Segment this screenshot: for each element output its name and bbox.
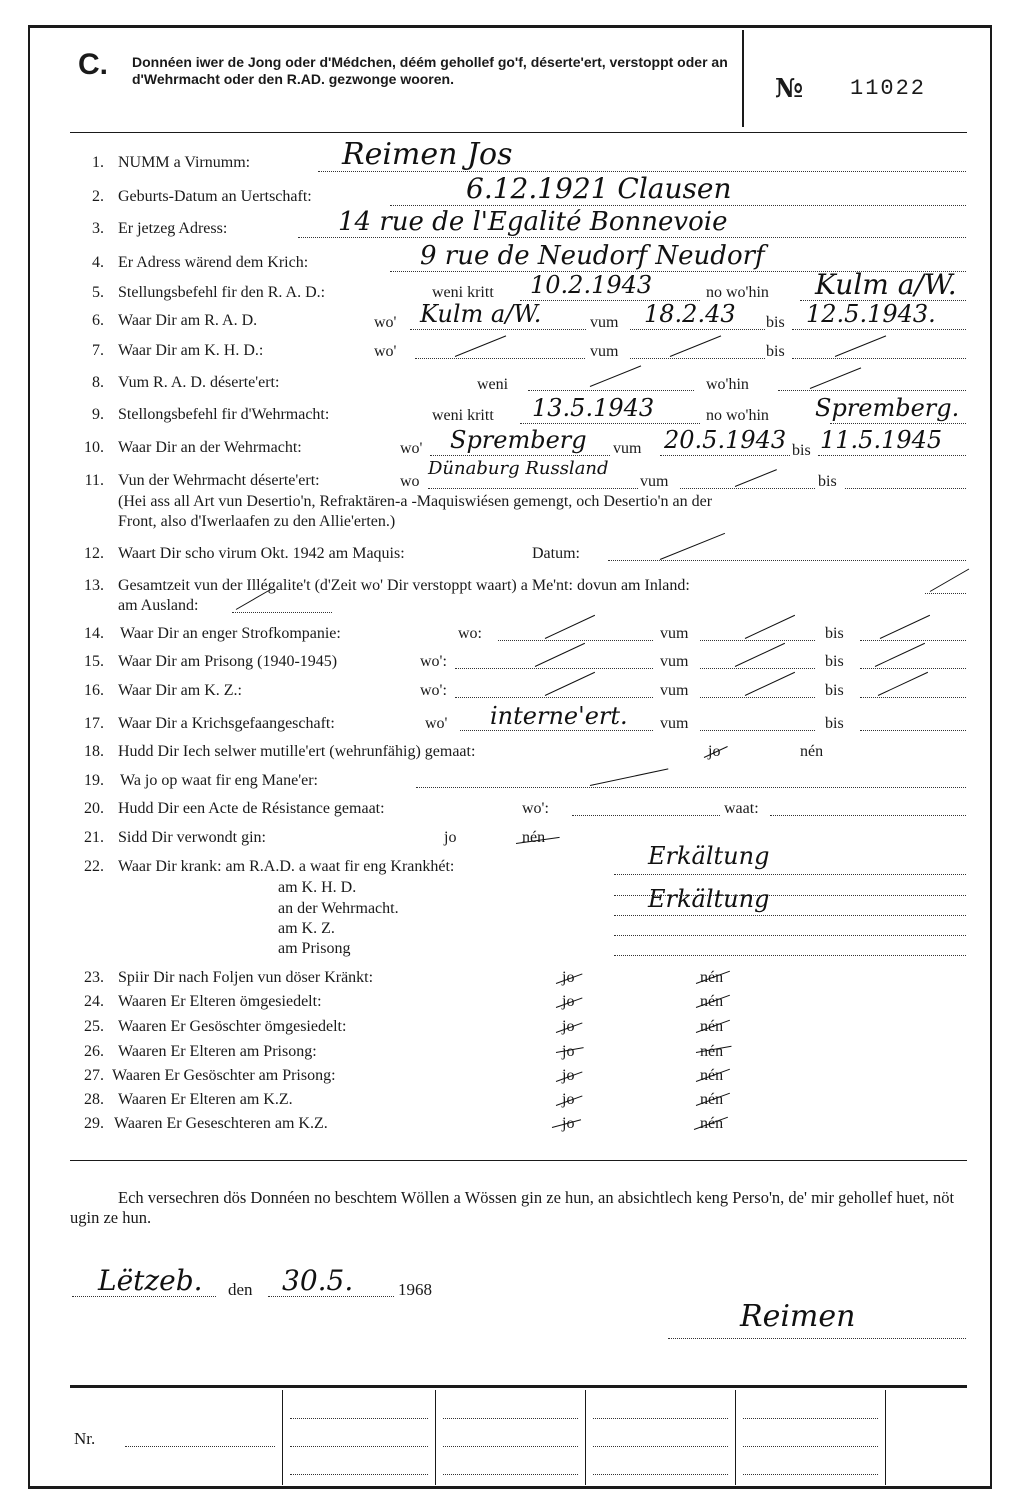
row-number: 22. (84, 858, 104, 875)
option-nen: nén (700, 969, 724, 986)
handwritten-value: Dünaburg Russland (428, 458, 609, 479)
field-label: weni kritt (432, 284, 494, 301)
declaration-text: Ech versechren dös Donnéen no beschtem Wöllen a Wössen gin ze hun, an absichtlech keng Perso'n, de' mir gehollef huet, nöt ugin ze hun. (70, 1188, 955, 1227)
row-note: (Hei ass all Art vun Desertio'n, Refraktären-a -Maquiswiésen gemengt, och Desertio'n an der (118, 493, 713, 510)
year-label: 1968 (398, 1280, 432, 1299)
field-label: bis (766, 314, 785, 331)
footer-column-divider (585, 1390, 586, 1485)
handwritten-place: Lëtzeb. (98, 1264, 203, 1297)
field-label: bis (766, 343, 785, 360)
option-jo: jo (562, 1018, 575, 1035)
section-letter: C. (78, 48, 108, 81)
dotted-line (743, 1446, 878, 1447)
row-number: 19. (84, 772, 104, 789)
handwritten-value: 14 rue de l'Egalité Bonnevoie (338, 207, 728, 237)
handwritten-value: 12.5.1943. (806, 300, 936, 328)
handwritten-value: 20.5.1943 (664, 426, 787, 454)
dotted-line (593, 1418, 728, 1419)
field-label: wo' (425, 715, 448, 732)
dotted-line (770, 815, 966, 816)
row-number: 16. (84, 682, 104, 699)
dotted-line (630, 358, 765, 359)
field-label: Datum: (532, 545, 580, 562)
row-label: am Ausland: (118, 597, 199, 614)
dotted-line (428, 488, 638, 489)
row-number: 5. (92, 284, 104, 301)
dotted-line (614, 935, 966, 936)
handwritten-value: interne'ert. (490, 702, 628, 730)
row-number: 18. (84, 743, 104, 760)
row-number: 14. (84, 625, 104, 642)
dotted-line (700, 697, 815, 698)
row-label: Waar Dir am Prisong (1940-1945) (118, 653, 338, 670)
dotted-line (455, 668, 653, 669)
dotted-line (792, 329, 966, 330)
row-number: 23. (84, 969, 104, 986)
dotted-line (925, 593, 966, 594)
option-nen: nén (700, 1067, 724, 1084)
option-jo: jo (562, 1091, 575, 1108)
dotted-line (572, 815, 720, 816)
dotted-line (298, 237, 966, 238)
footer-column-divider (435, 1390, 436, 1485)
row-number: 4. (92, 254, 104, 271)
dotted-line (830, 423, 966, 424)
dotted-line (608, 560, 966, 561)
row-number: 9. (92, 406, 104, 423)
row-label: Er Adress wärend dem Krich: (118, 254, 309, 271)
handwritten-value: 10.2.1943 (530, 271, 653, 299)
row-sublabel: am Prisong (278, 940, 351, 957)
section-divider (70, 1160, 967, 1161)
handwritten-value: Reimen Jos (342, 137, 513, 172)
dotted-line (660, 455, 790, 456)
dotted-line (416, 787, 966, 788)
row-number: 20. (84, 800, 104, 817)
dotted-line (792, 358, 966, 359)
dotted-line (528, 390, 694, 391)
option-jo: jo (444, 829, 457, 846)
option-jo: jo (708, 743, 721, 760)
option-jo: jo (562, 969, 575, 986)
dotted-line (614, 955, 966, 956)
row-label: Waar Dir an der Wehrmacht: (118, 439, 302, 456)
row-label: Wa jo op waat fir eng Mane'er: (120, 772, 318, 789)
option-nen: nén (522, 829, 546, 846)
row-label: Waar Dir am K. Z.: (118, 682, 242, 699)
row-label: Spiir Dir nach Foljen vun döser Kränkt: (118, 969, 374, 986)
field-label: vum (590, 314, 619, 331)
option-nen: nén (700, 1018, 724, 1035)
row-sublabel: am K. H. D. (278, 879, 357, 896)
footer-column-divider (282, 1390, 283, 1485)
handwritten-value: Spremberg. (815, 394, 960, 422)
row-number: 17. (84, 715, 104, 732)
option-nen: nén (700, 1043, 724, 1060)
dotted-line (593, 1446, 728, 1447)
dotted-line (290, 1418, 428, 1419)
footer-column-divider (885, 1390, 886, 1485)
row-label: Stellongsbefehl fir d'Wehrmacht: (118, 406, 330, 423)
field-label: vum (660, 625, 689, 642)
dotted-line (390, 205, 966, 206)
handwritten-date: 30.5. (282, 1264, 354, 1297)
option-nen: nén (700, 1091, 724, 1108)
dotted-line (700, 640, 815, 641)
field-label: wo' (400, 440, 423, 457)
dotted-line (443, 1418, 578, 1419)
dotted-line (700, 730, 815, 731)
field-label: wo' (374, 314, 397, 331)
field-label: bis (792, 442, 811, 459)
handwritten-value: 13.5.1943 (532, 394, 655, 422)
dotted-line (614, 874, 966, 875)
dotted-line (593, 1474, 728, 1475)
header-rule (742, 132, 967, 133)
field-label: vum (640, 473, 669, 490)
row-label: Vun der Wehrmacht déserte'ert: (118, 472, 320, 489)
row-number: 10. (84, 439, 104, 456)
option-jo: jo (562, 993, 575, 1010)
dotted-line (680, 488, 815, 489)
field-label: wo': (420, 653, 447, 670)
field-label: vum (660, 715, 689, 732)
option-nen: nén (800, 743, 824, 760)
dotted-line (700, 668, 815, 669)
dotted-line (443, 1474, 578, 1475)
row-number: 27. (84, 1067, 104, 1084)
dotted-line (232, 612, 332, 613)
handwritten-value: Kulm a/W. (420, 300, 542, 328)
field-label: wo': (522, 800, 549, 817)
row-note: Front, also d'Iwerlaafen zu den Allie'erten.) (118, 513, 396, 530)
row-number: 25. (84, 1018, 104, 1035)
field-label: no wo'hin (706, 284, 769, 301)
row-sublabel: am K. Z. (278, 920, 335, 937)
dotted-line (743, 1474, 878, 1475)
dotted-line (125, 1446, 275, 1447)
row-label: Hudd Dir Iech selwer mutille'ert (wehrunfähig) gemaat: (118, 743, 476, 760)
handwritten-value: Erkältung (648, 842, 770, 870)
row-number: 12. (84, 545, 104, 562)
row-number: 3. (92, 220, 104, 237)
dotted-line (614, 915, 966, 916)
dotted-line (455, 697, 653, 698)
row-number: 2. (92, 188, 104, 205)
dotted-line (415, 358, 585, 359)
dotted-line (410, 329, 586, 330)
field-label: no wo'hin (706, 407, 769, 424)
dotted-line (860, 730, 966, 731)
dotted-line (443, 1446, 578, 1447)
dotted-line (778, 390, 966, 391)
field-label: wo' (374, 343, 397, 360)
den-label: den (228, 1280, 253, 1299)
row-label: Waaren Er Gesöschter ömgesiedelt: (118, 1018, 347, 1035)
row-number: 29. (84, 1115, 104, 1132)
field-label: vum (590, 343, 619, 360)
row-label: Sidd Dir verwondt gin: (118, 829, 266, 846)
row-label: Geburts-Datum an Uertschaft: (118, 188, 312, 205)
dotted-line (818, 455, 966, 456)
signature: Reimen (740, 1299, 856, 1334)
option-nen: nén (700, 993, 724, 1010)
header-bottom-rule (70, 132, 742, 133)
field-label: wo': (420, 682, 447, 699)
field-label: weni kritt (432, 407, 494, 424)
row-label: Hudd Dir een Acte de Résistance gemaat: (118, 800, 385, 817)
field-label: waat: (724, 800, 759, 817)
row-number: 13. (84, 577, 104, 594)
field-label: bis (825, 682, 844, 699)
row-label: Er jetzeg Adress: (118, 220, 228, 237)
form-number: 11022 (850, 76, 927, 101)
handwritten-value: Kulm a/W. (815, 268, 957, 301)
signature-line (668, 1338, 966, 1339)
field-label: bis (825, 715, 844, 732)
row-label: Waaren Er Gesöschter am Prisong: (112, 1067, 336, 1084)
form-title: Donnéen iwer de Jong oder d'Médchen, déém gehollef go'f, déserte'ert, verstoppt oder an d'Wehrmacht oder den R.AD. gezwonge wooren. (132, 54, 728, 87)
field-label: wo: (458, 625, 482, 642)
option-jo: jo (562, 1067, 575, 1084)
row-label: Waar Dir am R. A. D. (118, 312, 258, 329)
dotted-line (630, 329, 765, 330)
row-number: 26. (84, 1043, 104, 1060)
handwritten-value: 18.2.43 (644, 300, 736, 328)
row-label: Waar Dir an enger Strofkompanie: (120, 625, 341, 642)
footer-column-divider (735, 1390, 736, 1485)
row-label: NUMM a Virnumm: (118, 154, 251, 171)
row-number: 7. (92, 342, 104, 359)
dotted-line (860, 697, 966, 698)
row-number: 15. (84, 653, 104, 670)
row-label: Waaren Er Geseschteren am K.Z. (114, 1115, 328, 1132)
footer-box (70, 1385, 967, 1498)
dotted-line (860, 640, 966, 641)
handwritten-value: 11.5.1945 (820, 426, 943, 454)
number-symbol: № (775, 74, 804, 104)
field-label: vum (660, 682, 689, 699)
dotted-line (460, 730, 653, 731)
row-number: 28. (84, 1091, 104, 1108)
dotted-line (290, 1474, 428, 1475)
field-label: vum (660, 653, 689, 670)
handwritten-value: Spremberg (450, 426, 587, 454)
handwritten-value: 9 rue de Neudorf Neudorf (420, 241, 765, 271)
handwritten-value: Erkältung (648, 885, 770, 913)
dotted-line (498, 640, 653, 641)
dotted-line (290, 1446, 428, 1447)
field-label: bis (825, 653, 844, 670)
field-label: weni (477, 376, 509, 393)
field-label: bis (825, 625, 844, 642)
row-label: Waar Dir am K. H. D.: (118, 342, 264, 359)
field-label: vum (613, 440, 642, 457)
dotted-line (520, 423, 700, 424)
dotted-line (743, 1418, 878, 1419)
option-jo: jo (562, 1043, 575, 1060)
dotted-line (860, 668, 966, 669)
row-label: Gesamtzeit vun der Illégalite't (d'Zeit wo' Dir verstoppt waart) a Me'nt: dovun am Inland: (118, 577, 690, 594)
row-number: 11. (84, 472, 104, 489)
row-label: Waar Dir a Krichsgefaangeschaft: (118, 715, 335, 732)
row-label: Waaren Er Elteren am K.Z. (118, 1091, 293, 1108)
header-divider (742, 30, 744, 127)
field-label: wo'hin (706, 376, 749, 393)
field-label: wo (400, 473, 420, 490)
handwritten-value: 6.12.1921 Clausen (466, 172, 732, 205)
row-number: 8. (92, 374, 104, 391)
option-nen: nén (700, 1115, 724, 1132)
row-sublabel: an der Wehrmacht. (278, 900, 399, 917)
row-label: Waaren Er Elteren am Prisong: (118, 1043, 317, 1060)
row-label: Waaren Er Elteren ömgesiedelt: (118, 993, 322, 1010)
row-label: Stellungsbefehl fir den R. A. D.: (118, 284, 326, 301)
row-number: 1. (92, 154, 104, 171)
row-number: 6. (92, 312, 104, 329)
row-number: 24. (84, 993, 104, 1010)
field-label: bis (818, 473, 837, 490)
row-label: Waar Dir krank: am R.A.D. a waat fir eng Krankhét: (118, 858, 455, 875)
row-number: 21. (84, 829, 104, 846)
row-label: Waart Dir scho virum Okt. 1942 am Maquis: (118, 545, 405, 562)
option-jo: jo (562, 1115, 575, 1132)
nr-label: Nr. (74, 1429, 96, 1448)
dotted-line (845, 488, 966, 489)
row-label: Vum R. A. D. déserte'ert: (118, 374, 280, 391)
